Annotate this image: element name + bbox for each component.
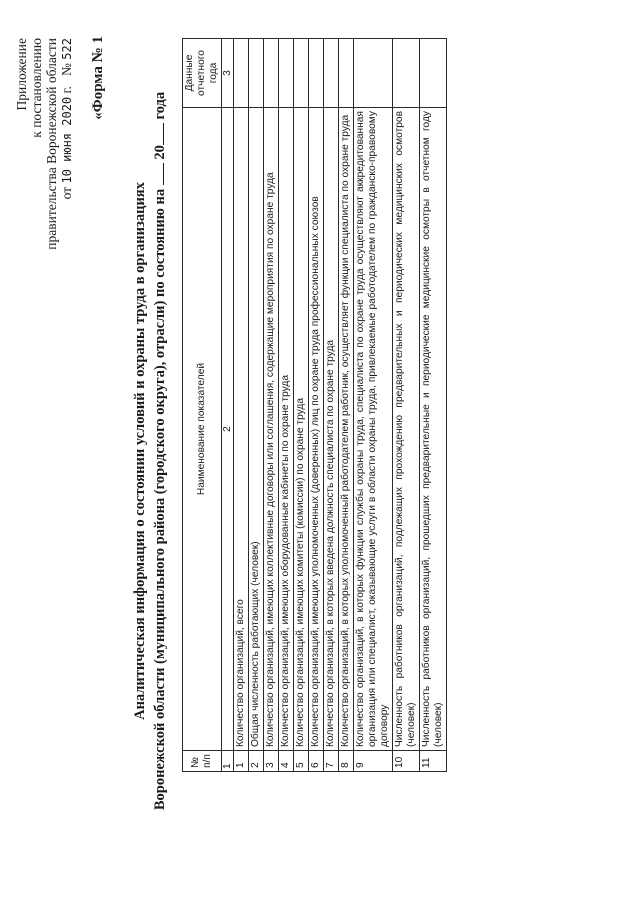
row-text: Численность работников организаций, прошедших предварительные и периодические медицинские осмотры в отчетном году (человек) [420,108,447,751]
date-prefix: от [59,186,74,200]
row-text: Количество организаций, имеющих коллективные договоры или соглашения, содержащие мероприятия по охране труда [264,108,279,751]
row-number: 10 [393,751,420,772]
title-line2 [151,0,169,902]
row-text: Количество организаций, всего [234,108,249,751]
table-row [309,39,324,772]
row-value[interactable] [420,39,447,108]
year-suffix: года [152,91,168,120]
row-value[interactable] [324,39,339,108]
column-number: 2 [222,108,234,751]
date-suffix: г. [59,86,74,94]
header-name: Наименование показателей [183,108,222,751]
row-number: 2 [249,751,264,772]
row-value[interactable] [393,39,420,108]
row-number: 9 [354,751,393,772]
row-text: Общая численность работающих (человек) [249,108,264,751]
table-row [354,39,393,772]
row-text: Количество организаций, в которых функции службы охраны труда, специалиста по охране труда осуществляют аккредитованная организация или специалист, оказывающие услуги в области охраны труда, привлекаемые работодателем по гражданско-правовому договору [354,108,393,751]
row-text: Количество организаций, имеющих оборудованные кабинеты по охране труда [279,108,294,751]
row-text: Численность работников организаций, подлежащих прохождению предварительных и периодических медицинских осмотров (человек) [393,108,420,751]
table-row [393,39,420,772]
header-num: № п/п [183,751,222,772]
table-header-row [183,39,222,772]
column-numbers-row [222,39,234,772]
row-number: 6 [309,751,324,772]
appendix-line2: к постановлению [29,38,44,138]
row-number: 4 [279,751,294,772]
row-value[interactable] [234,39,249,108]
row-value[interactable] [279,39,294,108]
table-row [279,39,294,772]
column-number: 1 [222,751,234,772]
row-number: 1 [234,751,249,772]
form-label: «Форма № 1 [90,36,106,120]
year-blank [151,123,164,145]
row-text: Количество организаций, имеющих комитеты (комиссии) по охране труда [294,108,309,751]
row-value[interactable] [339,39,354,108]
title-line1: Аналитическая информация о состоянии условий и охраны труда в организациях [132,182,148,720]
appendix-date-line [59,38,75,250]
title-line2-text: Воронежской области (муниципального района (городского округа), отрасли) по состоянию на [152,188,168,811]
table-row [339,39,354,772]
row-text: Количество организаций, в которых уполномоченный работодателем работник, осуществляет функции специалиста по охране труда [339,108,354,751]
table-row [420,39,447,772]
row-value[interactable] [309,39,324,108]
appendix-line3: правительства Воронежской области [44,38,59,250]
row-value[interactable] [249,39,264,108]
row-value[interactable] [264,39,279,108]
table-row [294,39,309,772]
row-text: Количество организаций, имеющих уполномоченных (доверенных) лиц по охране труда профессиональных союзов [309,108,324,751]
number-sign: № [59,63,74,76]
row-number: 7 [324,751,339,772]
number-value: 522 [60,38,74,60]
row-number: 8 [339,751,354,772]
table-row [234,39,249,772]
table-row [249,39,264,772]
row-value[interactable] [294,39,309,108]
row-value[interactable] [354,39,393,108]
appendix-line1: Приложение [14,38,29,111]
date-blank [151,163,164,185]
table-row [324,39,339,772]
indicators-table [182,38,447,772]
appendix-block [14,38,75,250]
date-value: 10 июня 2020 [60,96,74,184]
row-number: 3 [264,751,279,772]
row-number: 5 [294,751,309,772]
row-number: 11 [420,751,447,772]
row-text: Количество организаций, в которых введена должность специалиста по охране труда [324,108,339,751]
table-row [264,39,279,772]
header-value: Данные отчетного года [183,39,222,108]
year-prefix: 20 [152,145,168,160]
column-number: 3 [222,39,234,108]
